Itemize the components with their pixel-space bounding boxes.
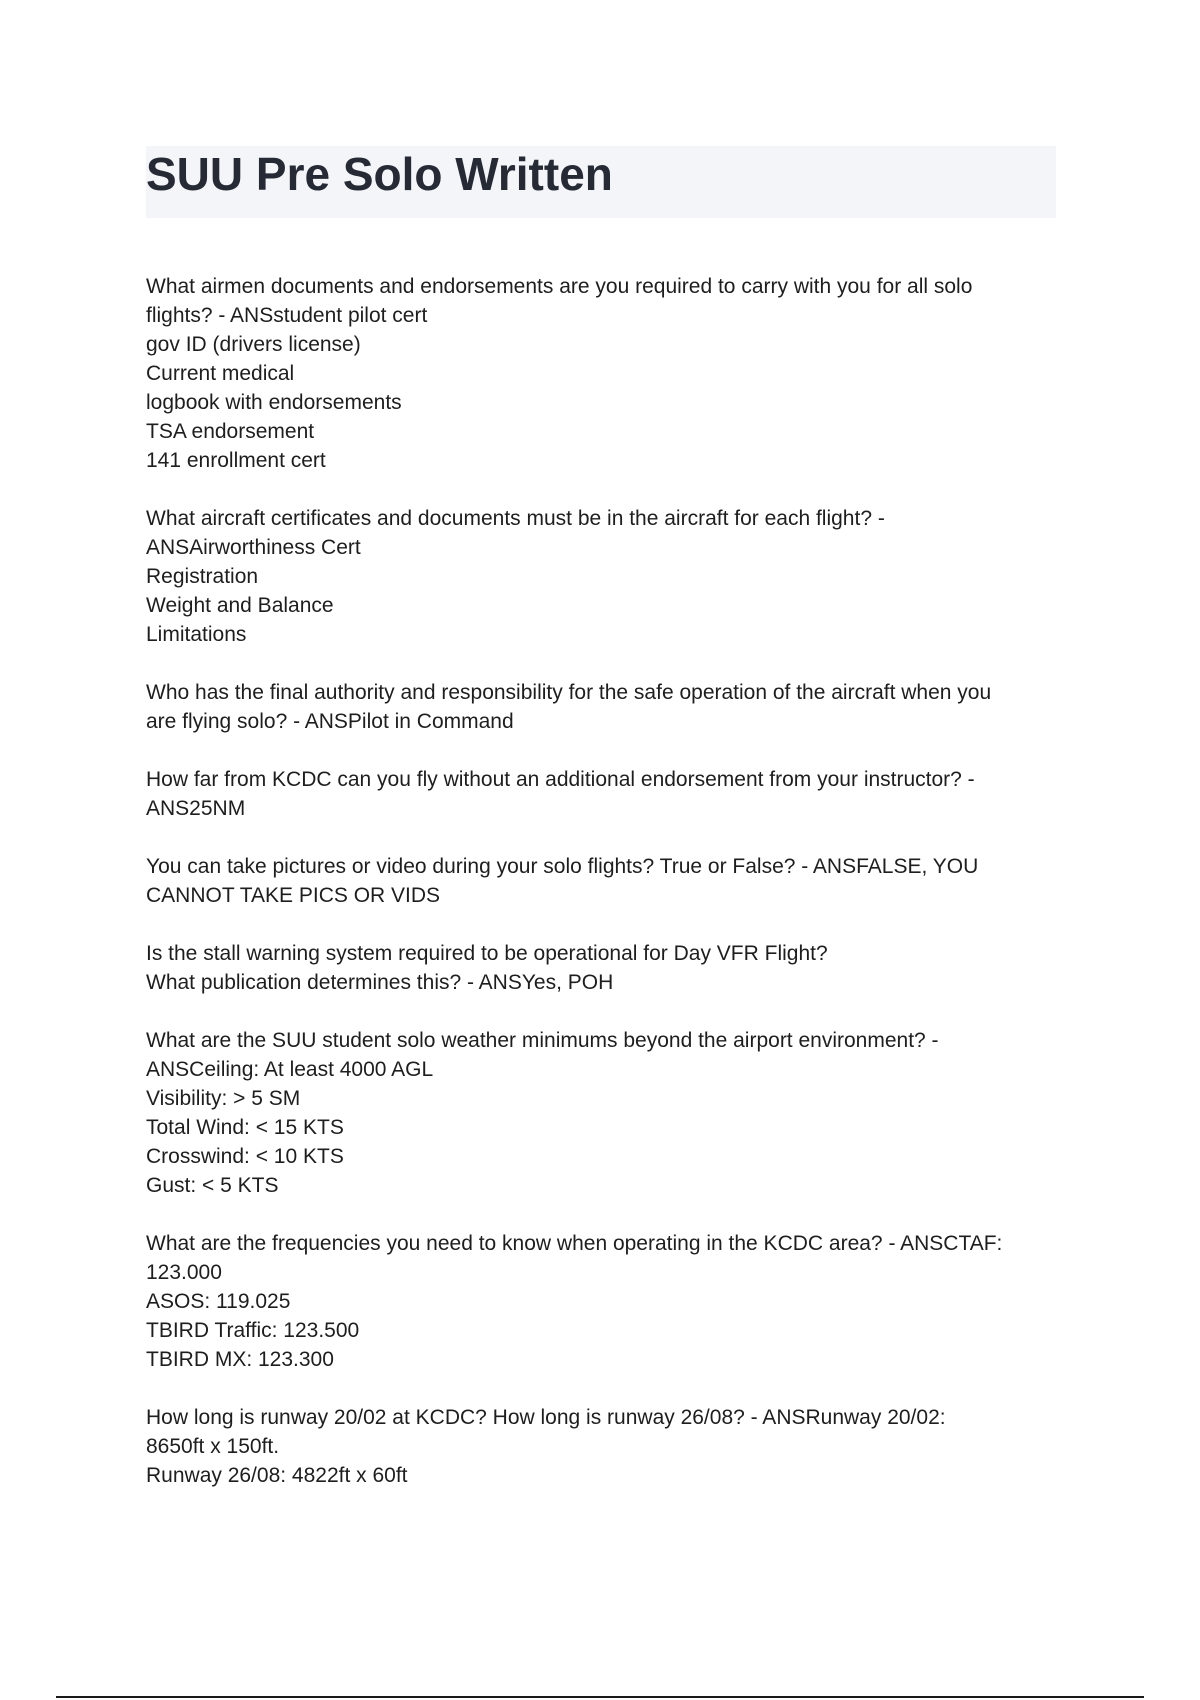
- footer-divider: [56, 1696, 1144, 1698]
- question-line: You can take pictures or video during your solo flights? True or False? - ANSFALSE, YOU: [146, 855, 979, 878]
- qa-item: [146, 852, 1066, 910]
- qa-item: [146, 678, 1066, 736]
- qa-item: [146, 939, 1066, 997]
- answer-line: Total Wind: < 15 KTS: [146, 1116, 344, 1139]
- answer-line: TBIRD Traffic: 123.500: [146, 1319, 360, 1342]
- qa-item: [146, 1403, 1066, 1490]
- answer-line: ANS25NM: [146, 797, 246, 820]
- qa-item: [146, 272, 1066, 475]
- answer-line: ANSCeiling: At least 4000 AGL: [146, 1058, 434, 1081]
- qa-item: [146, 1229, 1066, 1374]
- answer-line: Current medical: [146, 362, 295, 385]
- question-line: How far from KCDC can you fly without an additional endorsement from your instructor? -: [146, 768, 975, 791]
- answer-line: gov ID (drivers license): [146, 333, 361, 356]
- answer-line: What publication determines this? - ANSYes, POH: [146, 971, 614, 994]
- page-title: SUU Pre Solo Written: [146, 148, 613, 200]
- answer-line: TSA endorsement: [146, 420, 315, 443]
- answer-line: Gust: < 5 KTS: [146, 1174, 279, 1197]
- qa-item: [146, 765, 1066, 823]
- answer-line: 123.000: [146, 1261, 222, 1284]
- answer-line: flights? - ANSstudent pilot cert: [146, 304, 428, 327]
- question-line: Who has the final authority and responsibility for the safe operation of the aircraft when you: [146, 681, 992, 704]
- answer-line: are flying solo? - ANSPilot in Command: [146, 710, 514, 733]
- answer-line: Visibility: > 5 SM: [146, 1087, 301, 1110]
- qa-item: [146, 504, 1066, 649]
- answer-line: ANSAirworthiness Cert: [146, 536, 361, 559]
- answer-line: Weight and Balance: [146, 594, 334, 617]
- answer-line: CANNOT TAKE PICS OR VIDS: [146, 884, 441, 907]
- question-line: What airmen documents and endorsements are you required to carry with you for all solo: [146, 275, 973, 298]
- answer-line: Runway 26/08: 4822ft x 60ft: [146, 1464, 408, 1487]
- title-banner: [146, 146, 1056, 218]
- question-line: Is the stall warning system required to be operational for Day VFR Flight?: [146, 942, 828, 965]
- answer-line: Registration: [146, 565, 259, 588]
- answer-line: 141 enrollment cert: [146, 449, 326, 472]
- question-line: What are the SUU student solo weather minimums beyond the airport environment? -: [146, 1029, 939, 1052]
- answer-line: Limitations: [146, 623, 247, 646]
- answer-line: 8650ft x 150ft.: [146, 1435, 280, 1458]
- answer-line: ASOS: 119.025: [146, 1290, 291, 1313]
- qa-list: [146, 272, 1066, 1519]
- answer-line: Crosswind: < 10 KTS: [146, 1145, 344, 1168]
- question-line: How long is runway 20/02 at KCDC? How long is runway 26/08? - ANSRunway 20/02:: [146, 1406, 946, 1429]
- qa-item: [146, 1026, 1066, 1200]
- question-line: What aircraft certificates and documents must be in the aircraft for each flight? -: [146, 507, 885, 530]
- answer-line: logbook with endorsements: [146, 391, 402, 414]
- question-line: What are the frequencies you need to know when operating in the KCDC area? - ANSCTAF:: [146, 1232, 1003, 1255]
- answer-line: TBIRD MX: 123.300: [146, 1348, 334, 1371]
